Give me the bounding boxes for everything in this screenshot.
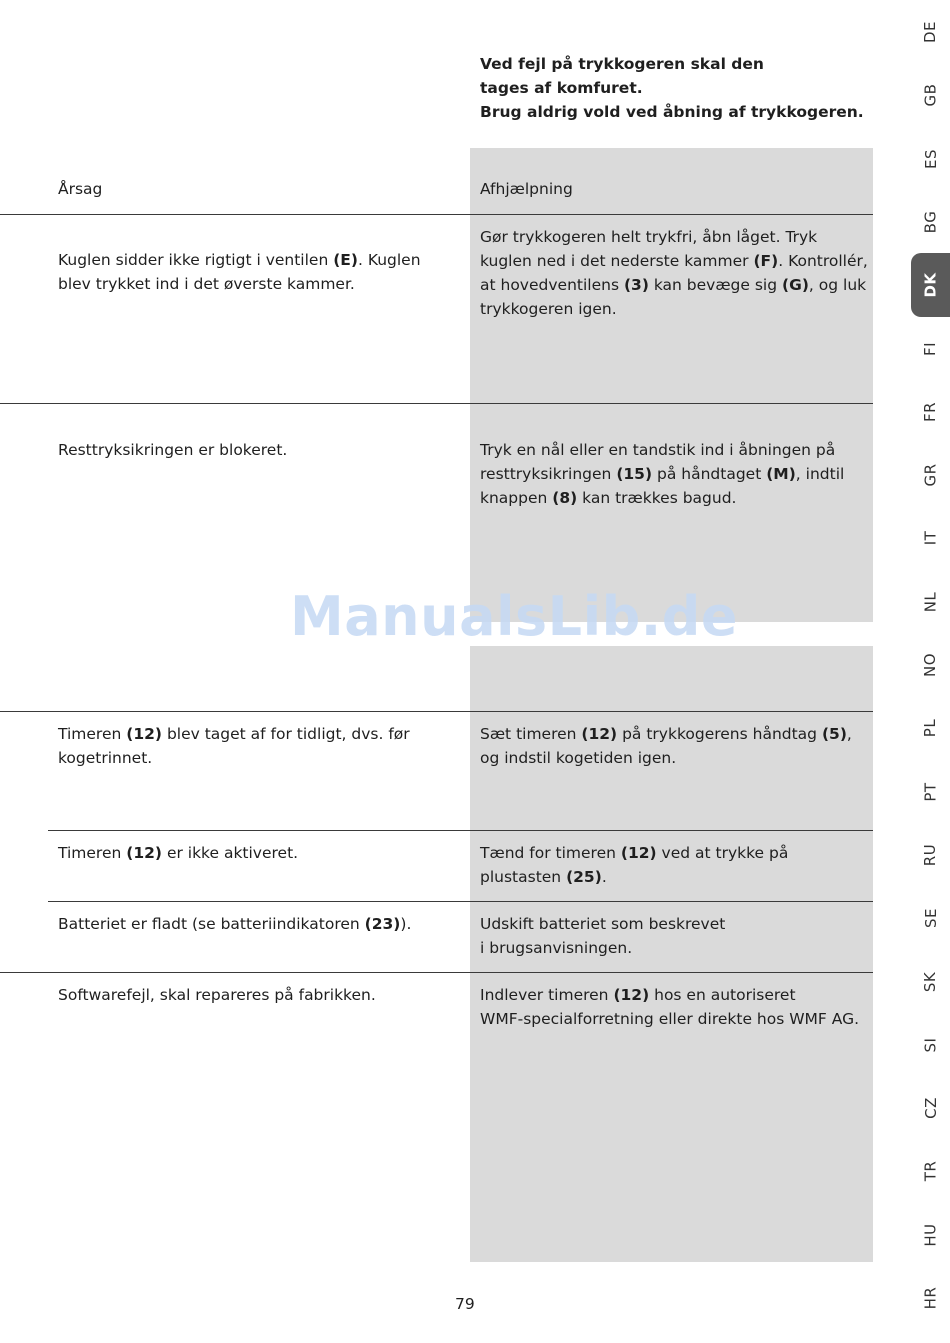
remedy-cell [480, 722, 852, 770]
language-tab-label: GR [921, 463, 940, 487]
part-reference: (23) [364, 915, 401, 933]
cell-text-line [58, 746, 410, 770]
language-tab-hr[interactable] [911, 1272, 950, 1324]
text-segment: . Kuglen [357, 251, 421, 269]
language-tab-label: PL [921, 719, 940, 738]
language-tab-label: HU [921, 1223, 940, 1247]
language-tab-de[interactable] [911, 6, 950, 58]
text-segment: Indlever timeren [480, 986, 614, 1004]
text-segment: blev taget af for tidligt, dvs. før [162, 725, 410, 743]
cause-cell [58, 912, 411, 936]
language-tab-label: CZ [921, 1097, 940, 1119]
text-segment: Sæt timeren [480, 725, 582, 743]
text-segment: WMF-specialforretning eller direkte hos WMF AG. [480, 1010, 860, 1028]
language-tab-fr[interactable] [911, 386, 950, 438]
part-reference: (E) [333, 251, 358, 269]
text-segment: ). [400, 915, 412, 933]
language-tab-label: SE [921, 908, 940, 929]
part-reference: (12) [126, 725, 163, 743]
language-tab-label: FR [921, 401, 940, 422]
text-segment: Gør trykkogeren helt trykfri, åbn låget. Tryk [480, 228, 818, 246]
cell-text-line [480, 841, 788, 865]
remedy-cell [480, 841, 788, 889]
text-segment: Softwarefejl, skal repareres på fabrikken. [58, 986, 376, 1004]
text-segment: er ikke aktiveret. [162, 844, 299, 862]
text-segment: Kuglen sidder ikke rigtigt i ventilen [58, 251, 334, 269]
language-tab-label: BG [921, 210, 940, 234]
cell-text-line [480, 912, 725, 936]
table-rule-row4 [48, 901, 873, 902]
table-rule-row1 [0, 403, 873, 404]
text-segment: . [601, 868, 607, 886]
language-tab-label: IT [921, 531, 940, 546]
language-tab-label: NL [921, 591, 940, 612]
text-segment: , og luk [808, 276, 867, 294]
language-tab-label: DE [921, 20, 940, 44]
cell-text-line [58, 248, 421, 272]
part-reference: (12) [620, 844, 657, 862]
warning-line: Ved fejl på trykkogeren skal den [480, 55, 764, 73]
text-segment: trykkogeren igen. [480, 300, 617, 318]
cell-text-line [480, 486, 844, 510]
language-tab-label: PT [921, 781, 940, 802]
language-tab-label: GB [921, 83, 940, 107]
text-segment: Timeren [58, 725, 127, 743]
text-segment: resttryksikringen [480, 465, 617, 483]
cell-text-line [480, 746, 852, 770]
page-number: 79 [455, 1295, 475, 1313]
text-segment: Resttryksikringen er blokeret. [58, 441, 288, 459]
text-segment: kogetrinnet. [58, 749, 153, 767]
text-segment: . Kontrollér, [778, 252, 868, 270]
language-tab-nl[interactable] [911, 576, 950, 628]
language-tab-label: TR [921, 1161, 940, 1182]
text-segment: på trykkogerens håndtag [617, 725, 822, 743]
text-segment: , [846, 725, 852, 743]
header-remedy: Afhjælpning [480, 180, 573, 198]
remedy-cell [480, 438, 844, 510]
cell-text-line [480, 865, 788, 889]
language-tab-pl[interactable] [911, 702, 950, 754]
language-tab-fi[interactable] [911, 323, 950, 375]
cell-text-line [480, 722, 852, 746]
part-reference: (12) [581, 725, 618, 743]
language-tab-es[interactable] [911, 133, 950, 185]
part-reference: (15) [616, 465, 653, 483]
text-segment: knappen [480, 489, 553, 507]
table-rule-row3 [48, 830, 873, 831]
cell-text-line [480, 1007, 859, 1031]
text-segment: Tryk en nål eller en tandstik ind i åbningen på [480, 441, 836, 459]
language-tab-si[interactable] [911, 1019, 950, 1071]
language-tab-label: HR [921, 1286, 940, 1310]
cause-cell [58, 841, 298, 865]
text-segment: blev trykket ind i det øverste kammer. [58, 275, 355, 293]
cell-text-line [480, 273, 868, 297]
language-tab-label: RU [921, 843, 940, 867]
text-segment: kan trækkes bagud. [577, 489, 737, 507]
cell-text-line [480, 249, 868, 273]
language-tab-label: ES [921, 148, 940, 169]
table-rule-row2 [0, 711, 873, 712]
warning-line: Brug aldrig vold ved åbning af trykkogeren. [480, 103, 864, 121]
cell-text-line [58, 983, 376, 1007]
cell-text-line [58, 912, 411, 936]
part-reference: (5) [821, 725, 847, 743]
watermark: ManualsLib.de [290, 585, 739, 648]
text-segment: Timeren [58, 844, 127, 862]
part-reference: (12) [126, 844, 163, 862]
language-tab-label: DK [921, 272, 940, 298]
language-tab-gb[interactable] [911, 69, 950, 121]
language-tab-label: FI [921, 341, 940, 356]
language-tab-se[interactable] [911, 892, 950, 944]
cell-text-line [480, 936, 725, 960]
part-reference: (8) [552, 489, 578, 507]
remedy-column-background-upper [470, 148, 873, 622]
text-segment: Tænd for timeren [480, 844, 621, 862]
text-segment: plustasten [480, 868, 567, 886]
text-segment: kan bevæge sig [648, 276, 783, 294]
cell-text-line [480, 462, 844, 486]
part-reference: (12) [613, 986, 650, 1004]
remedy-cell [480, 983, 859, 1031]
part-reference: (3) [623, 276, 649, 294]
language-tab-tr[interactable] [911, 1145, 950, 1197]
language-tab-sk[interactable] [911, 956, 950, 1008]
language-tab-dk[interactable] [911, 253, 950, 317]
cell-text-line [480, 438, 844, 462]
table-rule-header [0, 214, 873, 215]
part-reference: (25) [566, 868, 602, 886]
cell-text-line [58, 272, 421, 296]
cell-text-line [480, 297, 868, 321]
remedy-cell [480, 912, 725, 960]
cell-text-line [480, 983, 859, 1007]
language-tab-label: NO [921, 652, 940, 678]
warning-line: tages af komfuret. [480, 79, 643, 97]
cell-text-line [58, 722, 410, 746]
language-tab-hu[interactable] [911, 1209, 950, 1261]
cause-cell [58, 248, 421, 296]
cell-text-line [480, 225, 868, 249]
text-segment: på håndtaget [652, 465, 767, 483]
cell-text-line [58, 841, 298, 865]
cell-text-line [58, 438, 287, 462]
part-reference: (M) [766, 465, 796, 483]
text-segment: Udskift batteriet som beskrevet [480, 915, 726, 933]
cause-cell [58, 722, 410, 770]
remedy-cell [480, 225, 868, 321]
warning-note [480, 52, 880, 124]
cause-cell [58, 983, 376, 1007]
language-tab-gr[interactable] [911, 449, 950, 501]
language-tab-pt[interactable] [911, 766, 950, 818]
text-segment: i brugsanvisningen. [480, 939, 633, 957]
text-segment: at hovedventilens [480, 276, 624, 294]
language-tab-label: SK [921, 971, 940, 992]
cause-cell [58, 438, 287, 462]
language-tab-label: SI [921, 1037, 940, 1053]
text-segment: ved at trykke på [656, 844, 789, 862]
language-tab-ru[interactable] [911, 829, 950, 881]
language-tab-no[interactable] [911, 639, 950, 691]
table-rule-row5 [0, 972, 873, 973]
text-segment: og indstil kogetiden igen. [480, 749, 677, 767]
text-segment: kuglen ned i det nederste kammer [480, 252, 754, 270]
language-tab-bg[interactable] [911, 196, 950, 248]
header-cause: Årsag [58, 180, 103, 198]
language-tab-it[interactable] [911, 512, 950, 564]
text-segment: hos en autoriseret [649, 986, 796, 1004]
text-segment: Batteriet er fladt (se batteriindikatoren [58, 915, 365, 933]
text-segment: , indtil [795, 465, 845, 483]
language-tab-cz[interactable] [911, 1082, 950, 1134]
part-reference: (F) [753, 252, 779, 270]
part-reference: (G) [782, 276, 809, 294]
